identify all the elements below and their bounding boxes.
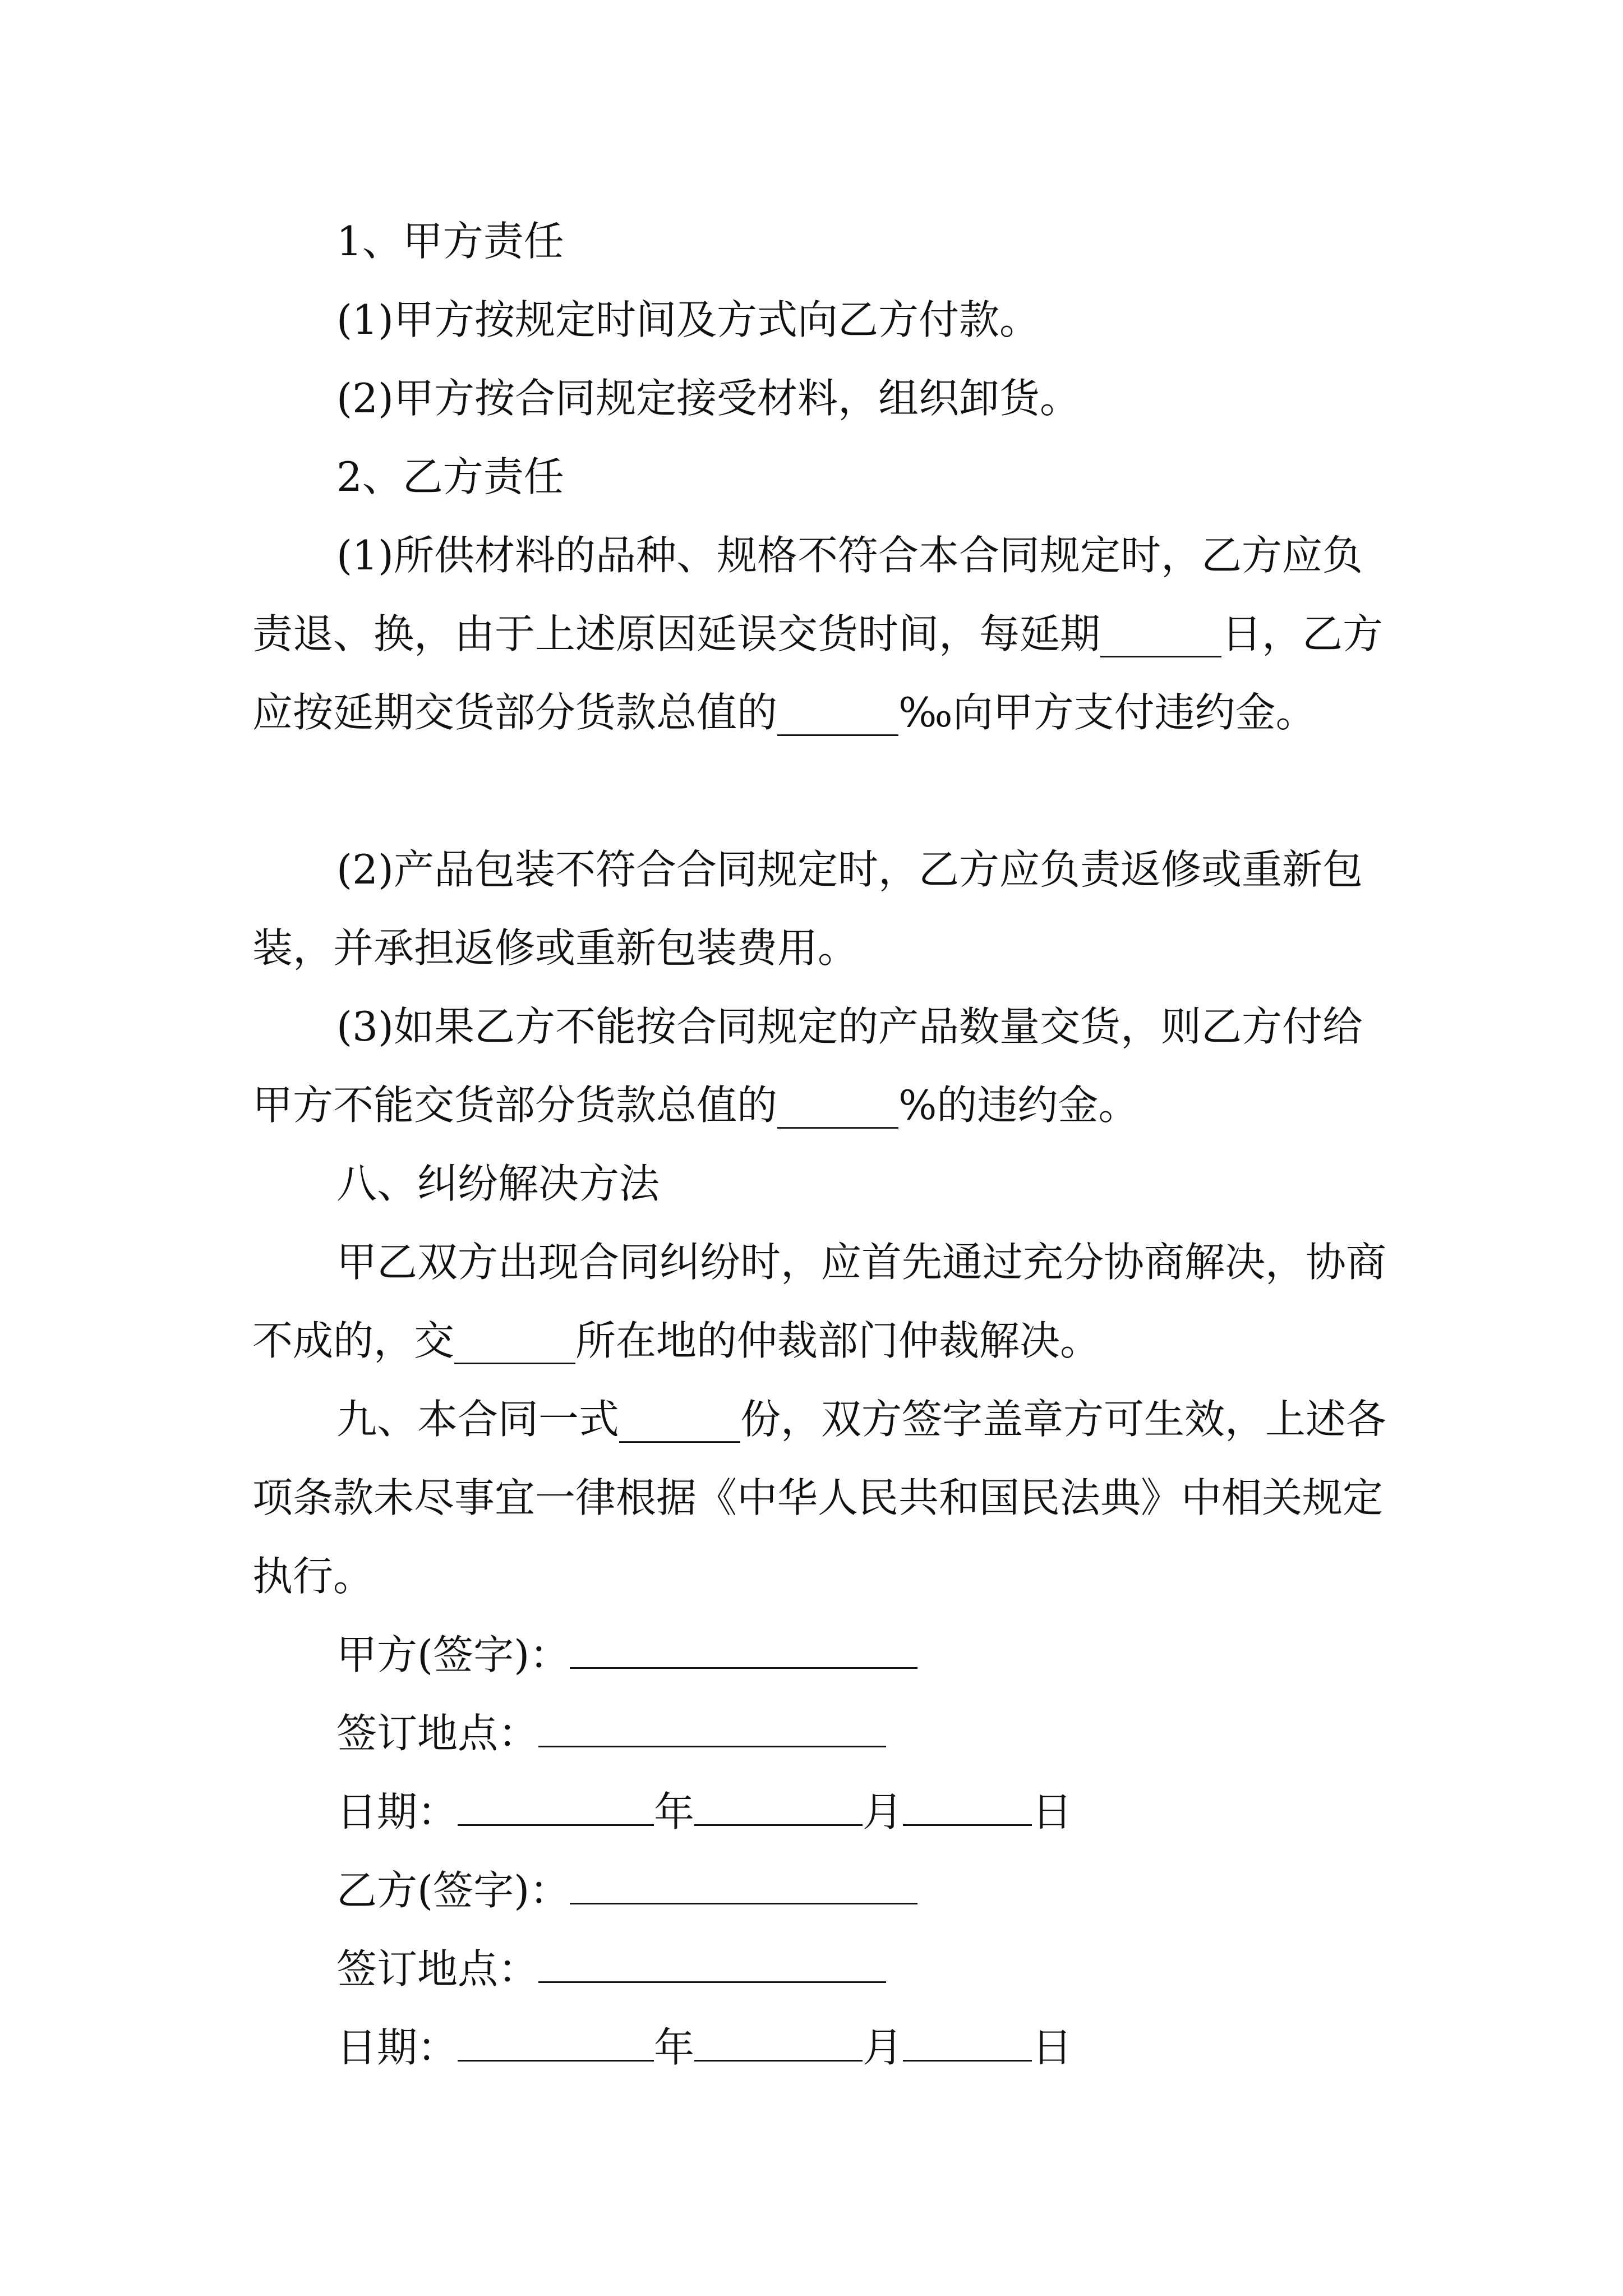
party-b-date-label: 日期： [336,2024,458,2071]
party-a-date-line [252,1773,1396,1851]
paragraph-2: (1)甲方按规定时间及方式向乙方付款。 [336,296,1040,343]
party-a-blank [570,1627,917,1669]
party-a-day-blank [903,1784,1032,1826]
party-a-place-blank [538,1705,886,1747]
party-a-year-label: 年 [654,1788,695,1835]
party-b-place-blank [538,1941,886,1983]
party-a-month-blank [694,1784,863,1826]
party-b-label: 乙方(签字)： [336,1867,570,1914]
paragraph-5: (1)所供材料的品种、规格不符合本合同规定时，乙方应负责退、换，由于上述原因延误交货时间，每延期______日，乙方应按延期交货部分货款总值的______‰向甲方支付违约金。 [252,532,1384,736]
paragraph-10: 九、本合同一式______份，双方签字盖章方可生效，上述各项条款未尽事宜一律根据《中华人民共和国民法典》中相关规定执行。 [252,1396,1387,1600]
paragraph-4: 2、乙方责任 [336,453,564,500]
paragraph-1: 1、甲方责任 [336,218,564,265]
party-a-year-blank [458,1784,654,1826]
party-b-place-label: 签订地点： [336,1945,539,1993]
party-b-day-blank [903,2019,1032,2062]
party-a-place-line [252,1694,1396,1773]
paragraph-3: (2)甲方按合同规定接受材料，组织卸货。 [336,375,1080,422]
party-b-month-blank [694,2019,863,2062]
party-b-month-label: 月 [863,2024,903,2071]
party-b-signature-line [252,1851,1396,1930]
party-a-month-label: 月 [863,1788,903,1835]
party-b-year-label: 年 [654,2024,695,2071]
paragraph-7: (3)如果乙方不能按合同规定的产品数量交货，则乙方付给甲方不能交货部分货款总值的______%的违约金。 [252,1003,1363,1129]
party-a-label: 甲方(签字)： [336,1631,570,1678]
paragraph-8: 八、纠纷解决方法 [336,1160,660,1207]
party-b-date-line [252,2008,1396,2087]
party-b-year-blank [458,2019,654,2062]
paragraph-6: (2)产品包装不符合合同规定时，乙方应负责返修或重新包装，并承担返修或重新包装费用。 [252,846,1363,972]
party-b-day-label: 日 [1032,2024,1073,2071]
paragraph-9: 甲乙双方出现合同纠纷时，应首先通过充分协商解决，协商不成的，交______所在地的仲裁部门仲裁解决。 [252,1239,1387,1364]
party-b-blank [570,1862,917,1904]
party-a-place-label: 签订地点： [336,1710,539,1757]
party-a-day-label: 日 [1032,1788,1073,1835]
party-b-place-line [252,1930,1396,2008]
party-a-signature-line [252,1616,1396,1694]
party-a-date-label: 日期： [336,1788,458,1835]
